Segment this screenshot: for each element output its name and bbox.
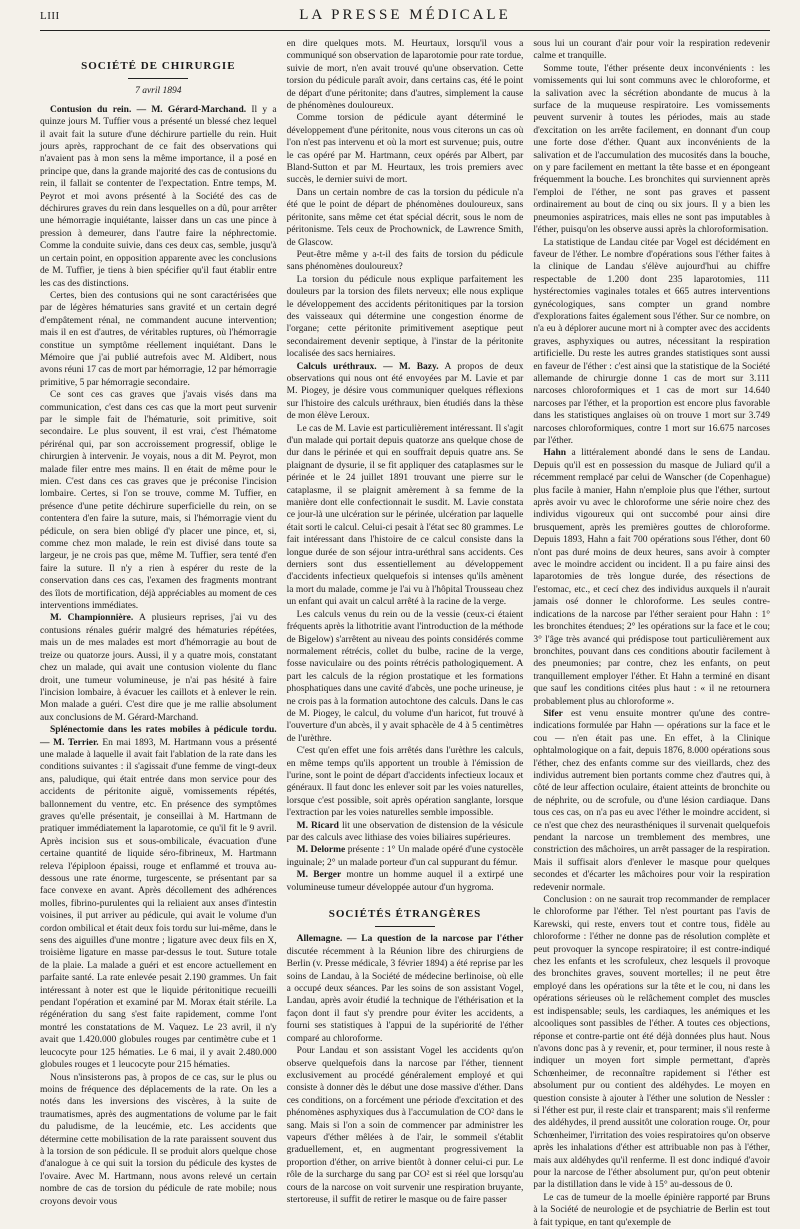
paragraph-text: Somme toute, l'éther présente deux inconvénients : les vomissements qui lui sont communs avec le chloroforme, et la salivation avec la sécrétion abondante de mucus à la surface de la muqueuse respiratoire. Les vomissements peuvent survenir à toutes les périodes, mais au stade d'excitation on les arrête facilement, en donnant d'un coup une forte dose d'éther. Quant aux inconvénients de la salivation et de l'accumulation des mucosités dans la bouche, on y pare facilement en mettant la tête basse et en épongeant fréquemment la bouche. Les bronchites qui surviennent après l'emploi de l'éther, ne sont pas graves et passent ordinairement au bout de cinq ou six jours. Il y a bien les pneumonies aspiratrices, mais elles ne sont pas imputables à l'éther, puisqu'on les observe aussi après la chloroformisation. [533, 63, 770, 236]
paragraph [533, 237, 770, 448]
paragraph [287, 1045, 524, 1206]
paragraph-rubric: M. Berger [296, 870, 342, 881]
paragraph-rubric: M. Ricard [296, 820, 339, 831]
column-2-text-a [287, 38, 524, 894]
paragraph [40, 389, 277, 612]
page-body [40, 38, 770, 1228]
paragraph-text: Pour Landau et son assistant Vogel les accidents qu'on observe quelquefois dans la narcose par l'éther, tiennent exclusivement au procédé généralement employé et qui consiste à donner dès le début une dose massive d'éther. Dans ces conditions, on a forcément une période d'excitation et des phénomènes asphyxiques dus à l'accumulation de CO² dans le sang. Mais si l'on a soin de commencer par administrer les vapeurs d'éther mêlées à de l'air, le sommeil s'établit graduellement, et, en augmentant progressivement la proportion d'éther, on arrive bientôt à donner celui-ci pur. Le rôle de la surcharge du sang par CO² est si réel que lorsqu'au cours de la narcose on voit survenir une respiration bruyante, stertoreuse, il suffit de retirer le masque ou de faire passer [286, 1046, 524, 1205]
paragraph [40, 724, 277, 1071]
paragraph-rubric: M. Delorme [296, 845, 346, 856]
paragraph-text: Dans un certain nombre de cas la torsion du pédicule n'a été que le point de départ de phénomènes douloureux, sans péritonite, sans même cet état spécial décrit, sous le nom de péritonisme. Tels ceux de Prochownick, de Lawrence Smith, de Glascow. [286, 187, 524, 248]
paragraph-text: lit une observation de distension de la vésicule par des calculs avec lithiase des voies biliaires supérieures. [286, 820, 524, 843]
paragraph [287, 187, 524, 249]
page-header [40, 4, 770, 31]
section-rule [375, 926, 435, 927]
paragraph-text: Le cas de tumeur de la moelle épinière rapporté par Bruns à la Société de neurologie et de psychiatrie de Berlin est tout à fait typique, en tant qu'exemple de [533, 1192, 770, 1228]
paragraph [287, 249, 524, 274]
paragraph-text: Le cas de M. Lavie est particulièrement intéressant. Il s'agit d'un malade qui portait depuis quatorze ans quelque chose de dur dans le périnée et qui en souffrait depuis quatre ans. Se plaignant de dysurie, il se fit appliquer des cataplasmes sur le périnée et le 24 juillet 1891 trouvant une pierre sur le cataplasme, il se plaignit amèrement à sa femme de la manière dont elle confectionnait le susdit. M. Lavie constata ce jour-là une ulcération sur le périnée, ulcération par laquelle était sorti le calcul. Celui-ci pesait à l'état sec 80 grammes. Le fait intéressant dans l'histoire de ce calcul consiste dans la longue durée de son séjour intra-uréthral sans accidents. Ces derniers sont dus essentiellement au développement d'accidents infectieux quelquefois si intenses qu'ils amènent la mort du malade, comme je l'ai vu à l'hôpital Trousseau chez un enfant qui avait un calcul arrêté à la racine de la verge. [286, 423, 524, 608]
paragraph-text: en dire quelques mots. M. Heurtaux, lorsqu'il vous a communiqué son observation de laparotomie pour rate tordue, suivie de mort, n'en avait trouvé qu'une observation. Cette torsion du pédicule paraît avoir, dans certains cas, été le point de départ d'une péritonite; dans d'autres, simplement la cause de phénomènes douloureux. [286, 39, 524, 112]
paragraph [287, 361, 524, 423]
section-title-etrangeres: SOCIÉTÉS ÉTRANGÈRES [328, 908, 482, 921]
paragraph [287, 609, 524, 745]
paragraph [287, 869, 524, 894]
paragraph [40, 104, 277, 290]
column-3-text [533, 38, 770, 1229]
paragraph-text: Certes, bien des contusions qui ne sont caractérisées que par de légères hématuries sans gravité et un certain degré d'empâtement rénal, ne commandent aucune intervention; mais il en est d'autres, de véritables ruptures, où l'hémorragie constitue un symptôme réellement inquiétant. Dans le Mémoire que j'ai publié autrefois avec M. Aldibert, nous avons réuni 17 cas de mort par hémorragie, 12 par hémorragie primitive, 5 par hémorragie secondaire. [40, 290, 277, 388]
paragraph [40, 612, 277, 724]
paragraph [533, 63, 770, 237]
paragraph-text: Peut-être même y a-t-il des faits de torsion du pédicule sans phénomènes douloureux? [286, 249, 524, 273]
paragraph [287, 423, 524, 609]
paragraph-text: Nous n'insisterons pas, à propos de ce cas, sur le plus ou moins de fréquence des déplacements de la rate. On les a notés dans les inversions des viscères, à la suite de traumatismes, après des augmentations de volume par le fait du paludisme, de la leucémie, etc. Les accidents que détermine cette mobilisation de la rate paraissent souvent dus à la torsion de son pédicule. Il se produit alors quelque chose d'analogue à ce qui suit la torsion du pédicule des kystes de l'ovaire. Avec M. Hartmann, nous avons relevé un certain nombre de cas de torsion du pédicule de rate mobile; nous croyons devoir vous [40, 1072, 277, 1207]
paragraph-rubric: Contusion du rein. — M. Gérard-Marchand. [50, 104, 247, 115]
paragraph [533, 708, 770, 894]
paragraph-rubric: Calculs uréthraux. — M. Bazy. [296, 361, 439, 372]
paragraph-text: La statistique de Landau citée par Vogel est décidément en faveur de l'éther. Le nombre d'opérations sous l'éther faites à la clinique de Landau s'élève aujourd'hui au chiffre respectable de 1.200 dont 235 laparotomies, 111 hystérectomies vaginales totales et 665 autres interventions gynécologiques, sans compter un grand nombre d'explorations faites également sous l'éther. Sur ce nombre, on n'a eu à déplorer aucune mort ni à compter avec des accidents graves, asphyxiques ou autres, nécessitant la respiration artificielle. Du reste les autres grandes statistiques sont aussi en faveur de l'éther : c'est ainsi que la statistique de la Société allemande de chirurgie donne 1 cas de mort sur 3.111 narcoses chloroformiques et 1 cas de mort sur 14.640 narcoses par l'éther, et la proportion est encore plus favorable dans les statistiques anglaises où on trouve 1 mort sur 3.749 narcoses chloroformiques, contre 1 mort sur 16.675 narcoses par l'éther. [533, 237, 770, 446]
paragraph [533, 1192, 770, 1229]
paragraph [287, 274, 524, 361]
paragraph-text: Ce sont ces cas graves que j'avais visés dans ma communication, c'est dans ces cas que la mort peut survenir par le simple fait de l'hématurie, soit primitive, soit secondaire. Le plus souvent, il est vrai, c'est l'hématome périrénal qui, par son accroissement progressif, oblige le chirurgien à intervenir. Je voyais, nous a dit M. Peyrot, mon malade filer entre mes mains. Il en était de même pour le mien. C'est dans ces cas graves que je préconise l'incision lombaire. Certes, si l'on se trouve, comme M. Tuffier, en présence d'une petite déchirure superficielle du rein, on se contentera d'en faire la suture, mais, si l'hémorragie vient du pédicule, on sera bien obligé d'y placer une pince, et, si, comme chez mon malade, le rein est divisé dans toute sa largeur, je ne crois pas que, même M. Tuffier, sera tenté d'en faire la suture. Il n'y a rien à espérer du reste de la conservation dans ces cas, l'examen des fragments montrant des îlots de mortification, déjà appréciables au moment de ces interventions immédiates. [40, 390, 277, 612]
column-2-text-b [287, 933, 524, 1206]
paragraph-text: La torsion du pédicule nous explique parfaitement les douleurs par la torsion des filets nerveux; elle nous explique le développement des accidents péritonitiques par la torsion des vaisseaux qui détermine une congestion énorme de l'organe; cette péritonite primitivement aseptique peut secondairement devenir septique, à l'instar de la péritonite localisée des sacs herniaires. [286, 274, 524, 360]
column-2 [287, 38, 524, 1229]
section-date: 7 avril 1894 [135, 86, 182, 97]
paragraph-text: En mai 1893, M. Hartmann vous a présenté une malade à laquelle il avait fait l'ablation de la rate dans les conditions suivantes : il s'agissait d'une femme de vingt-deux ans, paludique, qui était entrée dans mon service pour des accidents de péritonite aiguë, vomissements répétés, ballonnement du ventre, etc. En présence des symptômes graves qu'elle présentait, je conseillai à M. Hartmann de pratiquer immédiatement la laparotomie, ce qu'il fit le 9 avril. Après incision sus et sous-ombilicale, évacuation d'une certaine quantité de liquide séro-fibrineux, M. Hartmann releva l'épiploon épaissi, rouge et enflammé et trouva au-dessous une rate énorme, turgescente, se présentant par sa face convexe en avant. Après décollement des adhérences molles, fibrino-purulentes qui la reliaient aux anses d'intestin voisines, il put arriver au pédicule, qui avait le volume d'un cordon ombilical et était deux fois tordu sur lui-même, dans le sens des aiguilles d'une montre ; ligature avec deux fils en X, troisième ligature en masse par-dessus le tout. Suture totale de la plaie. La malade a guéri et est encore actuellement en parfaite santé. La rate enlevée pesait 2.190 grammes. Un fait intéressant à noter est que le liquide péritonitique recueilli pendant l'opération et examiné par M. Morax était stérile. La régénération du sang s'est faite rapidement, comme l'ont montré les constatations de M. Vaquez. Le 23 avril, il n'y avait que 1.420.000 globules rouges par centimètre cube et 1 leucocyte pour 125 hématies. Le 6 mai, il y avait 2.480.000 globules rouges et 1 leucocyte pour 215 hématies. [40, 737, 277, 1071]
paragraph-text: A propos de deux observations qui nous ont été envoyées par M. Lavie et par M. Piogey, je désire vous communiquer quelques réflexions sur l'histoire des calculs uréthraux, bien étudiés dans la thèse de mon élève Leroux. [286, 361, 524, 422]
paragraph-text: Conclusion : on ne saurait trop recommander de remplacer le chloroforme par l'éther. Tel n'est pourtant pas l'avis de Karewski, qui reste, envers tout et contre tous, fidèle au chloroforme : l'éther ne donne pas de résolution complète et peut provoquer la syncope respiratoire; il est contre-indiqué chez les enfants et les scrofuleux, chez lesquels il provoque des bronchites graves, souvent mortelles; il ne peut être employé dans les opérations sur la tête et le cou, ni dans les opérations sérieuses où le relâchement complet des muscles est indispensable; seuls, les cardiaques, les anémiques et les alcooliques sont passibles de l'éther. A toutes ces objections, réponse et contre-partie ont été déjà données plus haut. Nous n'avons donc pas à y revenir, et, pour terminer, il nous reste à indiquer un moyen fort simple permettant, d'après Schœnheimer, de reconnaître rapidement si l'éther est absolument pur ou contient des aldéhydes. Le moyen en question consiste à ajouter à l'éther une solution de Nessler : si l'éther est pur, il reste clair et transparent; mais s'il renferme des aldéhydes, il prend aussitôt une coloration rouge. Or, pour Schœnheimer, l'irritation des voies respiratoires qu'on observe après les inhalations d'éther est attribuable non pas à l'éther, mais aux aldéhydes qu'il renferme. Il est donc indiqué d'avoir pour la narcose de l'éther absolument pur, qu'on peut obtenir par la distillation dans le vide à 15° au-dessous de 0. [533, 895, 770, 1191]
paragraph-rubric: Sifer [543, 708, 563, 719]
paragraph-text: présente : 1° Un malade opéré d'une cystocèle inguinale; 2° un malade porteur d'un cal suppurant du fémur. [286, 845, 524, 868]
column-1-text [40, 104, 277, 1208]
paragraph-text: Les calculs venus du rein ou de la vessie (ceux-ci étaient fréquents après la lithotritie avant l'introduction de la méthode de Bigelow) s'arrêtent au niveau des points considérés comme normalement rétrécis, collet du bulbe, racine de la verge, fosse naviculaire ou des points rétrécis pathologiquement. A part les calculs de la région prostatique et les formations phosphatiques dans une cavité d'abcès, une poche urineuse, je ne crois pas à la formation autochtone des calculs. Dans le cas de M. Piogey, le calcul, du volume d'un haricot, fut trouvé à l'ouverture d'un abcès, il y avait sphacèle de 4 à 5 centimètres de l'urèthre. [286, 609, 524, 744]
paragraph [287, 844, 524, 869]
journal-title: LA PRESSE MÉDICALE [299, 7, 511, 23]
paragraph [533, 38, 770, 63]
paragraph [40, 1072, 277, 1208]
paragraph-text: sous lui un courant d'air pour voir la respiration redevenir calme et tranquille. [533, 39, 770, 62]
page-number: LIII [40, 10, 60, 22]
column-3 [533, 38, 770, 1229]
paragraph-text: montre un homme auquel il a extirpé une volumineuse tumeur développée autour d'un hygroma. [286, 870, 524, 893]
paragraph-rubric: Allemagne. — La question de la narcose par l'éther [296, 934, 524, 945]
paragraph [287, 933, 524, 1045]
paragraph-text: est venu ensuite montrer qu'une des contre-indications formulée par Hahn — opérations sur la face et le cou — n'en était pas une. En effet, à la Clinique ophtalmologique on a fait, depuis 1876, 8.000 opérations sous l'éther, chez des enfants comme sur des vieillards, chez des individus autrement bien portants comme chez d'autres qui, à côté de leur affection oculaire, étaient atteints de bronchite ou de néphrite, ou de scrofule, ou d'une lésion cardiaque. Dans tous ces cas, on n'a pas eu avec l'éther le moindre accident, si ce n'est que chez des neurasthéniques il survenait quelquefois pendant la narcose un tremblement des membres, une constriction des mâchoires, un arrêt passager de la respiration. Mais il suffisait alors d'enlever le masque pour quelques secondes et d'écarter les mâchoires pour voir la respiration redevenir normale. [533, 708, 770, 893]
paragraph-rubric: M. Championnière. [50, 613, 134, 624]
paragraph-text: a littéralement abondé dans le sens de Landau. Depuis qu'il est en possession du masque de Juliard qu'il a récemment remplacé par celui de Wanscher (de Copenhague) plus facile à manier, Hahn n'emploie plus que l'éther, surtout après avoir vu avec le chloroforme une série noire chez des individus vigoureux qui ont succombé pour ainsi dire brusquement, après les premières gouttes de chloroforme. Depuis 1893, Hahn a fait 700 opérations sous l'éther, dont 60 n'ont pas duré moins de deux heures, sans avoir à compter avec le moindre accident ou incident. Il a pu faire ainsi des laparotomies de très longue durée, des résections de l'estomac, etc., et cecí chez des individus auxquels il n'aurait jamais osé donner le chloroforme. Les seules contre-indications de la narcose par l'éther seraient pour Hahn : 1° les bronchites étendues; 2° les opérations sur la face et le cou; 3° l'âge très avancé qui prédispose tout particulièrement aux bronchites, pouvant dans ces conditions aboutir facilement à des pneumonies; par contre, chez les enfants, on peut tranquillement employer l'éther. Et Hahn a terminé en disant que sauf les conditions citées plus haut : « il ne retournera probablement plus au chloroforme ». [533, 448, 770, 707]
paragraph [533, 894, 770, 1192]
paragraph-text: discutée récemment à la Réunion libre des chirurgiens de Berlin (v. Presse médicale, 3 février 1894) a été reprise par les soins de Landau, à la Société de médecine berlinoise, où elle a occupé deux séances. Par les soins de son assistant Vogel, Landau, après avoir étudié la technique de l'éthérisation et la façon dont il faut s'y prendre pour éviter les accidents, a fourni ses statistiques à l'appui de la supériorité de l'éther comparé au chloroforme. [286, 946, 524, 1044]
paragraph-text: A plusieurs reprises, j'ai vu des contusions rénales guérir malgré des hématuries répétées, mais un de mes malades est mort d'hémorragie au bout de treize ou quatorze jours. Aussi, il y a quatre mois, constatant chez un malade, qui avait une contusion violente du flanc droit, une tumeur volumineuse, je n'ai pas hésité à faire l'incision lombaire, à évacuer les caillots et à enlever le rein. Mon malade a guéri. C'est dire que je me rallie absolument aux conclusions de M. Gérard-Marchand. [40, 613, 277, 723]
paragraph [287, 745, 524, 819]
paragraph [287, 820, 524, 845]
paragraph-rubric: Splénectomie dans les rates mobiles à pédicule tordu. — M. Terrier. [40, 725, 277, 748]
paragraph-rubric: Hahn [543, 448, 567, 459]
column-1 [40, 38, 277, 1229]
paragraph-text: Comme torsion de pédicule ayant déterminé le développement d'une péritonite, nous vous citerons un cas où l'on n'est pas intervenu et où la mort est survenue; puis, outre le cas opéré par M. Hartmann, ceux opérés par Albert, par Bland-Sutton et par M. Heurtaux, les trois premiers avec succès, le dernier suivi de mort. [286, 113, 524, 186]
paragraph-text: C'est qu'en effet une fois arrêtés dans l'urèthre les calculs, en même temps qu'ils apportent un trouble à l'émission de l'urine, sont le point de départ d'accidents infectieux locaux et généraux. Il faut donc les enlever soit par les voies naturelles, lorsque c'est possible, soit après opération sanglante, lorsque l'extraction par les voies naturelles semble impossible. [286, 746, 524, 819]
paragraph-text: Il y a quinze jours M. Tuffier vous a présenté un blessé chez lequel il avait fait la suture d'une déchirure partielle du rein. Huit jours après, rapprochant de ce fait des observations qui n'avaient pas à mon sens la même importance, il a posé en principe que, dans la grande majorité des cas de contusions du rein, il fallait se contenter de l'expectation. Entre temps, M. Peyrot et moi avons présenté à la Société des cas de déchirures graves du rein dans lesquelles on a dû, pour arrêter une hémorragie inquiétante, laisser dans un cas une pince à pression à demeurer, dans l'autre faire la néphrectomie. Comme la conduite suivie, dans ces deux cas, semble, jusqu'à un certain point, en opposition apparente avec les conclusions de M. Tuffier, je tiens à bien spécifier qu'il faut établir entre les cas des distinctions. [40, 104, 277, 289]
paragraph [533, 447, 770, 708]
paragraph [287, 38, 524, 112]
paragraph [40, 290, 277, 389]
paragraph [287, 112, 524, 186]
section-title-chirurgie: SOCIÉTÉ DE CHIRURGIE [81, 60, 236, 72]
section-rule [128, 78, 188, 79]
